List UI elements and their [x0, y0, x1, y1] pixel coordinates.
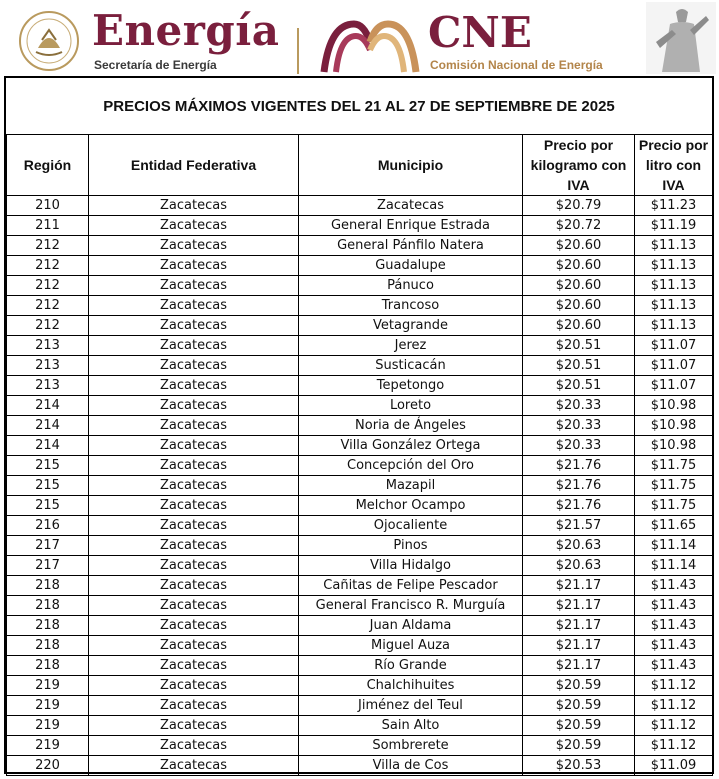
- cell-municipio: Chalchihuites: [299, 676, 523, 696]
- cell-region: 218: [7, 596, 89, 616]
- cell-precio-litro: $11.43: [635, 656, 713, 676]
- cell-precio-kg: $20.59: [523, 736, 635, 756]
- cell-precio-litro: $11.07: [635, 376, 713, 396]
- cell-entidad: Zacatecas: [89, 516, 299, 536]
- monument-figure-icon: [646, 2, 716, 74]
- cell-municipio: Villa de Cos: [299, 756, 523, 776]
- energia-subtitle: Secretaría de Energía: [94, 58, 217, 72]
- cell-entidad: Zacatecas: [89, 676, 299, 696]
- cell-municipio: Ojocaliente: [299, 516, 523, 536]
- cell-precio-kg: $20.53: [523, 756, 635, 776]
- table-row: [7, 596, 713, 616]
- cell-entidad: Zacatecas: [89, 556, 299, 576]
- cell-precio-litro: $11.19: [635, 216, 713, 236]
- cell-municipio: Villa Hidalgo: [299, 556, 523, 576]
- table-row: [7, 616, 713, 636]
- cell-region: 217: [7, 536, 89, 556]
- cell-region: 219: [7, 716, 89, 736]
- cell-municipio: Villa González Ortega: [299, 436, 523, 456]
- cell-region: 212: [7, 256, 89, 276]
- cell-precio-kg: $21.57: [523, 516, 635, 536]
- header-region: Región: [7, 135, 89, 196]
- cell-precio-litro: $11.09: [635, 756, 713, 776]
- cell-precio-kg: $21.17: [523, 636, 635, 656]
- cell-precio-litro: $11.13: [635, 236, 713, 256]
- cell-precio-kg: $20.60: [523, 276, 635, 296]
- cell-entidad: Zacatecas: [89, 576, 299, 596]
- cell-precio-kg: $20.33: [523, 416, 635, 436]
- table-row: [7, 456, 713, 476]
- cell-region: 214: [7, 416, 89, 436]
- cell-municipio: Cañitas de Felipe Pescador: [299, 576, 523, 596]
- cell-region: 213: [7, 336, 89, 356]
- cell-entidad: Zacatecas: [89, 616, 299, 636]
- cell-region: 218: [7, 636, 89, 656]
- cell-region: 218: [7, 576, 89, 596]
- cell-precio-kg: $20.79: [523, 196, 635, 216]
- header-municipio: Municipio: [299, 135, 523, 196]
- cell-entidad: Zacatecas: [89, 736, 299, 756]
- cell-precio-litro: $11.12: [635, 716, 713, 736]
- cell-entidad: Zacatecas: [89, 636, 299, 656]
- cell-municipio: Zacatecas: [299, 196, 523, 216]
- cell-precio-kg: $20.63: [523, 536, 635, 556]
- cell-precio-kg: $20.51: [523, 356, 635, 376]
- cell-precio-litro: $11.07: [635, 356, 713, 376]
- cell-entidad: Zacatecas: [89, 696, 299, 716]
- cell-precio-kg: $20.33: [523, 396, 635, 416]
- table-row: [7, 436, 713, 456]
- cell-precio-kg: $20.60: [523, 296, 635, 316]
- cell-precio-kg: $20.51: [523, 336, 635, 356]
- cell-precio-litro: $10.98: [635, 416, 713, 436]
- energia-logo-text: Energía: [92, 6, 280, 55]
- table-row: [7, 576, 713, 596]
- table-row: [7, 356, 713, 376]
- cell-municipio: General Pánfilo Natera: [299, 236, 523, 256]
- cell-region: 213: [7, 356, 89, 376]
- header-precio-litro: Precio por litro con IVA: [635, 135, 713, 196]
- cne-subtitle: Comisión Nacional de Energía: [430, 58, 603, 72]
- price-table: [6, 134, 713, 776]
- cell-precio-litro: $11.14: [635, 536, 713, 556]
- cell-precio-litro: $11.12: [635, 696, 713, 716]
- cell-precio-litro: $11.75: [635, 496, 713, 516]
- cell-municipio: Mazapil: [299, 476, 523, 496]
- cell-municipio: Miguel Auza: [299, 636, 523, 656]
- cell-precio-litro: $11.43: [635, 616, 713, 636]
- cell-entidad: Zacatecas: [89, 536, 299, 556]
- cell-municipio: Jiménez del Teul: [299, 696, 523, 716]
- cell-entidad: Zacatecas: [89, 236, 299, 256]
- cell-precio-kg: $20.63: [523, 556, 635, 576]
- page-header: [0, 0, 719, 76]
- cell-entidad: Zacatecas: [89, 416, 299, 436]
- cell-entidad: Zacatecas: [89, 356, 299, 376]
- table-row: [7, 196, 713, 216]
- table-row: [7, 536, 713, 556]
- table-row: [7, 336, 713, 356]
- cell-region: 215: [7, 496, 89, 516]
- cell-precio-kg: $21.76: [523, 496, 635, 516]
- cell-precio-kg: $20.59: [523, 676, 635, 696]
- cell-precio-litro: $11.13: [635, 276, 713, 296]
- cell-region: 210: [7, 196, 89, 216]
- cell-region: 212: [7, 276, 89, 296]
- cell-municipio: Sain Alto: [299, 716, 523, 736]
- cell-precio-litro: $11.12: [635, 736, 713, 756]
- cell-municipio: Noria de Ángeles: [299, 416, 523, 436]
- cell-region: 218: [7, 616, 89, 636]
- cell-precio-kg: $21.17: [523, 616, 635, 636]
- cell-precio-kg: $20.33: [523, 436, 635, 456]
- cell-entidad: Zacatecas: [89, 456, 299, 476]
- table-row: [7, 756, 713, 776]
- cell-entidad: Zacatecas: [89, 656, 299, 676]
- cell-municipio: Tepetongo: [299, 376, 523, 396]
- coat-of-arms-icon: [16, 10, 82, 72]
- cell-precio-kg: $21.17: [523, 656, 635, 676]
- cell-region: 212: [7, 296, 89, 316]
- table-row: [7, 636, 713, 656]
- cell-region: 214: [7, 396, 89, 416]
- table-row: [7, 516, 713, 536]
- table-row: [7, 676, 713, 696]
- cell-entidad: Zacatecas: [89, 216, 299, 236]
- cell-entidad: Zacatecas: [89, 476, 299, 496]
- cell-region: 212: [7, 316, 89, 336]
- cell-region: 213: [7, 376, 89, 396]
- table-row: [7, 556, 713, 576]
- cell-municipio: Loreto: [299, 396, 523, 416]
- cell-region: 220: [7, 756, 89, 776]
- cell-region: 211: [7, 216, 89, 236]
- cell-entidad: Zacatecas: [89, 376, 299, 396]
- cell-region: 214: [7, 436, 89, 456]
- table-row: [7, 236, 713, 256]
- cell-municipio: Melchor Ocampo: [299, 496, 523, 516]
- table-row: [7, 276, 713, 296]
- cell-entidad: Zacatecas: [89, 496, 299, 516]
- cell-precio-litro: $11.75: [635, 476, 713, 496]
- cell-municipio: Guadalupe: [299, 256, 523, 276]
- cell-precio-litro: $10.98: [635, 396, 713, 416]
- table-title: PRECIOS MÁXIMOS VIGENTES DEL 21 AL 27 DE SEPTIEMBRE DE 2025: [103, 97, 615, 115]
- header-entidad: Entidad Federativa: [89, 135, 299, 196]
- table-row: [7, 376, 713, 396]
- cell-region: 215: [7, 476, 89, 496]
- cell-precio-kg: $20.51: [523, 376, 635, 396]
- cell-municipio: Río Grande: [299, 656, 523, 676]
- cell-municipio: Trancoso: [299, 296, 523, 316]
- cell-precio-litro: $11.65: [635, 516, 713, 536]
- cell-entidad: Zacatecas: [89, 196, 299, 216]
- cell-precio-litro: $11.13: [635, 296, 713, 316]
- cell-entidad: Zacatecas: [89, 596, 299, 616]
- cell-precio-kg: $21.17: [523, 596, 635, 616]
- cell-precio-kg: $21.17: [523, 576, 635, 596]
- cell-municipio: Pánuco: [299, 276, 523, 296]
- cell-entidad: Zacatecas: [89, 316, 299, 336]
- price-table-sheet: [4, 76, 714, 774]
- cell-municipio: General Enrique Estrada: [299, 216, 523, 236]
- cell-entidad: Zacatecas: [89, 296, 299, 316]
- cell-region: 219: [7, 676, 89, 696]
- cell-precio-litro: $11.12: [635, 676, 713, 696]
- cell-precio-kg: $20.60: [523, 256, 635, 276]
- table-row: [7, 316, 713, 336]
- cell-precio-litro: $11.13: [635, 256, 713, 276]
- header-precio-kg: Precio por kilogramo con IVA: [523, 135, 635, 196]
- cell-precio-kg: $20.60: [523, 236, 635, 256]
- table-row: [7, 416, 713, 436]
- cne-logo-text: CNE: [428, 8, 532, 57]
- table-row: [7, 496, 713, 516]
- table-row: [7, 656, 713, 676]
- cell-region: 212: [7, 236, 89, 256]
- cell-municipio: Sombrerete: [299, 736, 523, 756]
- table-row: [7, 256, 713, 276]
- cell-precio-litro: $11.75: [635, 456, 713, 476]
- cell-precio-litro: $11.23: [635, 196, 713, 216]
- cell-precio-litro: $11.13: [635, 316, 713, 336]
- cell-entidad: Zacatecas: [89, 336, 299, 356]
- cell-municipio: General Francisco R. Murguía: [299, 596, 523, 616]
- cell-region: 216: [7, 516, 89, 536]
- table-row: [7, 716, 713, 736]
- cell-precio-kg: $20.59: [523, 716, 635, 736]
- cell-municipio: Juan Aldama: [299, 616, 523, 636]
- cell-precio-litro: $11.43: [635, 636, 713, 656]
- cell-municipio: Concepción del Oro: [299, 456, 523, 476]
- cell-entidad: Zacatecas: [89, 276, 299, 296]
- cell-region: 218: [7, 656, 89, 676]
- header-divider: [297, 28, 299, 74]
- cell-precio-litro: $10.98: [635, 436, 713, 456]
- cell-region: 215: [7, 456, 89, 476]
- cell-region: 219: [7, 696, 89, 716]
- cell-municipio: Vetagrande: [299, 316, 523, 336]
- table-row: [7, 396, 713, 416]
- cell-entidad: Zacatecas: [89, 256, 299, 276]
- cell-entidad: Zacatecas: [89, 716, 299, 736]
- table-row: [7, 296, 713, 316]
- cell-entidad: Zacatecas: [89, 436, 299, 456]
- cell-precio-litro: $11.43: [635, 576, 713, 596]
- table-body: [7, 196, 713, 776]
- cell-entidad: Zacatecas: [89, 756, 299, 776]
- cell-municipio: Pinos: [299, 536, 523, 556]
- cell-precio-litro: $11.43: [635, 596, 713, 616]
- cell-region: 219: [7, 736, 89, 756]
- cne-logo-icon: [320, 16, 420, 74]
- cell-precio-kg: $20.72: [523, 216, 635, 236]
- cell-precio-litro: $11.14: [635, 556, 713, 576]
- cell-precio-kg: $21.76: [523, 476, 635, 496]
- table-row: [7, 696, 713, 716]
- table-row: [7, 736, 713, 756]
- table-row: [7, 476, 713, 496]
- cell-precio-kg: $20.59: [523, 696, 635, 716]
- cell-municipio: Jerez: [299, 336, 523, 356]
- cell-entidad: Zacatecas: [89, 396, 299, 416]
- table-header-row: [7, 135, 713, 196]
- cell-precio-kg: $20.60: [523, 316, 635, 336]
- table-row: [7, 216, 713, 236]
- cell-region: 217: [7, 556, 89, 576]
- cell-precio-kg: $21.76: [523, 456, 635, 476]
- cell-municipio: Susticacán: [299, 356, 523, 376]
- cell-precio-litro: $11.07: [635, 336, 713, 356]
